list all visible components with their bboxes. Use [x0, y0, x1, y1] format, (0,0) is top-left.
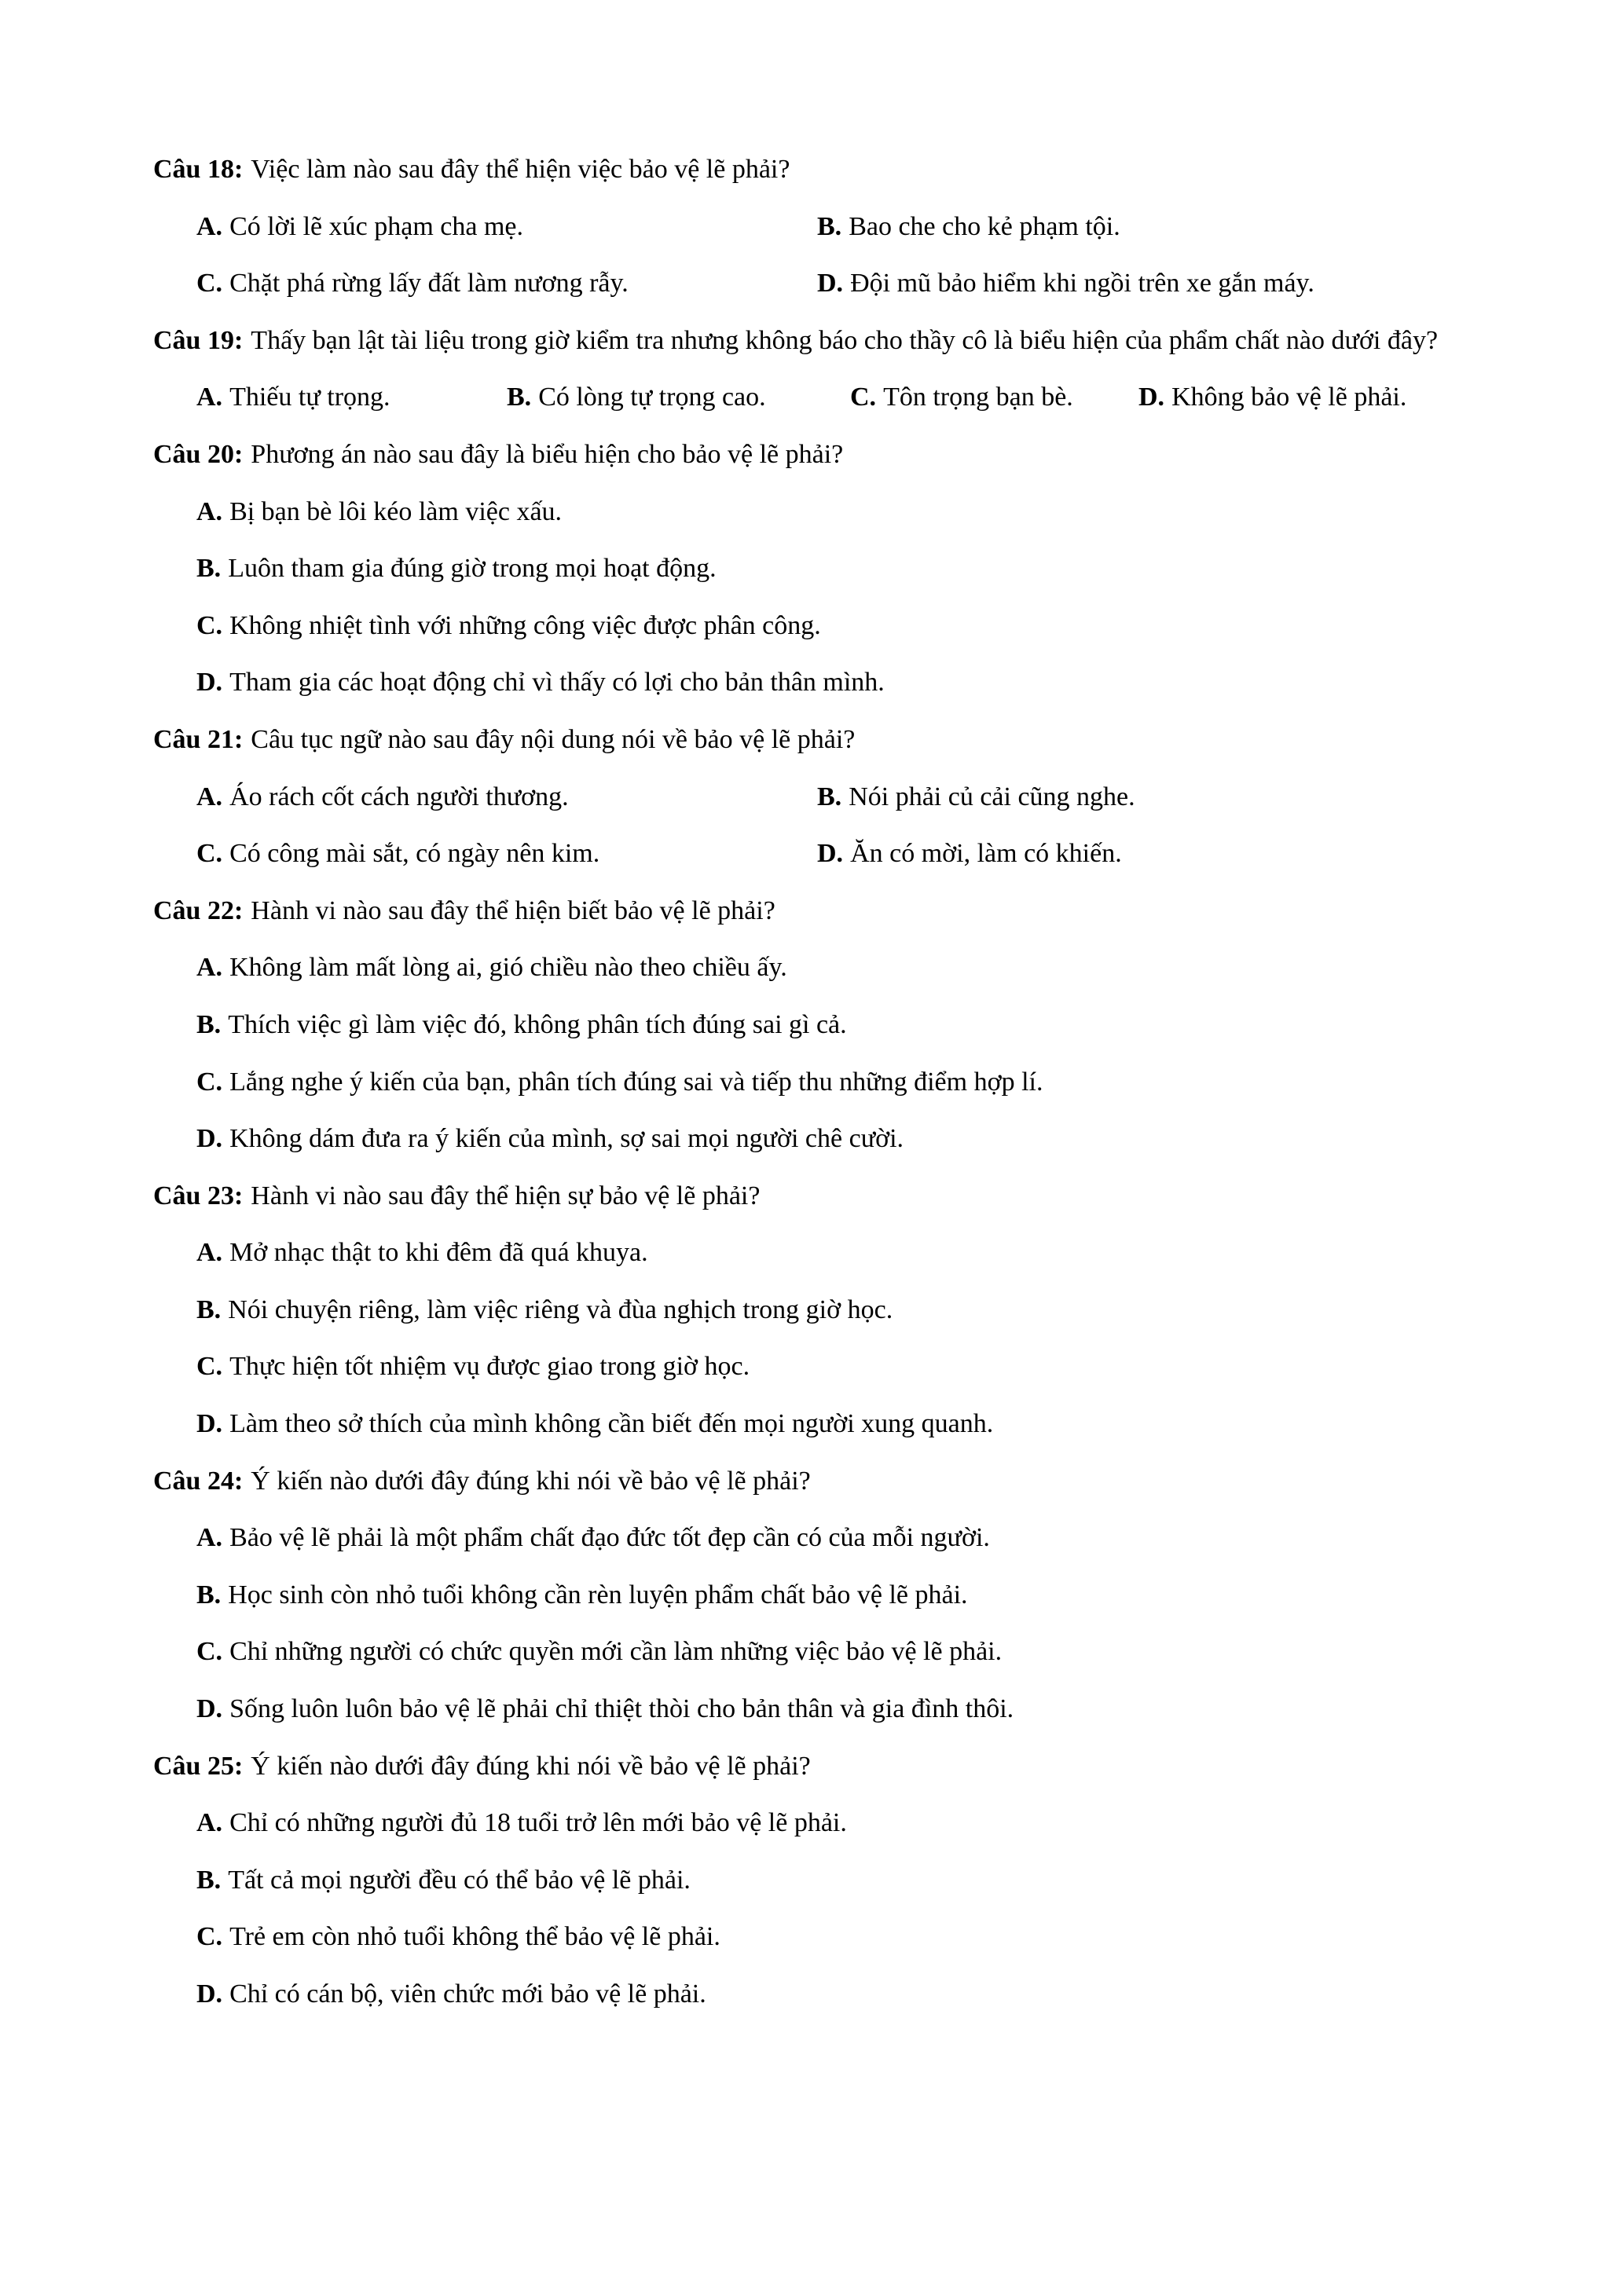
question-24-option-c — [153, 1624, 1483, 1681]
question-25 — [153, 1738, 1483, 2023]
question-19-stem: Thấy bạn lật tài liệu trong giờ kiểm tra nhưng không báo cho thầy cô là biểu hiện của phẩm chất nào dưới đây? — [251, 325, 1439, 355]
question-20 — [153, 427, 1483, 712]
question-18-option-a — [153, 199, 817, 256]
question-21-stem: Câu tục ngữ nào sau đây nội dung nói về bảo vệ lẽ phải? — [251, 724, 856, 754]
option-letter: D. — [1138, 383, 1165, 412]
option-letter: D. — [196, 1409, 223, 1439]
option-text: Lắng nghe ý kiến của bạn, phân tích đúng sai và tiếp thu những điểm hợp lí. — [229, 1067, 1043, 1097]
question-18 — [153, 141, 1483, 313]
question-21-text — [153, 712, 1483, 769]
option-letter: B. — [817, 782, 842, 811]
question-18-stem: Việc làm nào sau đây thể hiện việc bảo vệ lẽ phải? — [251, 155, 790, 184]
question-18-option-b — [817, 199, 1483, 256]
option-letter: D. — [817, 839, 844, 869]
question-21-options — [153, 769, 1483, 883]
question-23-option-a — [153, 1225, 1483, 1282]
question-22 — [153, 883, 1483, 1168]
question-21-number: Câu 21: — [153, 724, 244, 754]
question-23-text — [153, 1168, 1483, 1225]
option-letter: A. — [196, 953, 223, 983]
option-letter: A. — [196, 1523, 223, 1553]
option-letter: A. — [196, 1238, 223, 1268]
option-text: Thích việc gì làm việc đó, không phân tích đúng sai gì cả. — [228, 1009, 847, 1039]
question-24-number: Câu 24: — [153, 1466, 244, 1496]
question-18-text — [153, 141, 1483, 199]
question-21 — [153, 712, 1483, 883]
option-text: Không nhiệt tình với những công việc được phân công. — [229, 610, 821, 640]
option-text: Nói chuyện riêng, làm việc riêng và đùa nghịch trong giờ học. — [228, 1294, 893, 1324]
question-19-number: Câu 19: — [153, 325, 244, 355]
option-letter: B. — [507, 383, 532, 412]
option-text: Có lòng tự trọng cao. — [538, 383, 766, 412]
option-text: Có công mài sắt, có ngày nên kim. — [229, 839, 600, 869]
option-letter: C. — [196, 610, 223, 640]
option-text: Học sinh còn nhỏ tuổi không cần rèn luyện phẩm chất bảo vệ lẽ phải. — [228, 1580, 968, 1609]
question-21-option-b — [817, 769, 1483, 826]
question-25-option-c — [153, 1909, 1483, 1966]
option-text: Không làm mất lòng ai, gió chiều nào theo chiều ấy. — [229, 953, 787, 983]
question-23-option-b — [153, 1282, 1483, 1339]
question-25-text — [153, 1738, 1483, 1796]
question-22-number: Câu 22: — [153, 895, 244, 925]
option-text: Thực hiện tốt nhiệm vụ được giao trong giờ học. — [229, 1352, 750, 1382]
option-letter: D. — [817, 269, 844, 298]
question-19-option-d — [1138, 369, 1483, 427]
option-letter: A. — [196, 211, 223, 241]
option-text: Đội mũ bảo hiểm khi ngồi trên xe gắn máy. — [850, 269, 1314, 298]
question-18-options — [153, 199, 1483, 313]
option-letter: D. — [196, 1979, 223, 2009]
option-text: Mở nhạc thật to khi đêm đã quá khuya. — [229, 1238, 648, 1268]
option-letter: A. — [196, 782, 223, 811]
option-text: Không dám đưa ra ý kiến của mình, sợ sai mọi người chê cười. — [229, 1124, 904, 1154]
option-letter: A. — [196, 1808, 223, 1838]
option-text: Không bảo vệ lẽ phải. — [1171, 383, 1407, 412]
question-18-number: Câu 18: — [153, 155, 244, 184]
option-text: Làm theo sở thích của mình không cần biết đến mọi người xung quanh. — [229, 1409, 994, 1439]
option-text: Luôn tham gia đúng giờ trong mọi hoạt động. — [228, 554, 717, 584]
option-letter: C. — [196, 1637, 223, 1667]
option-text: Ăn có mời, làm có khiến. — [850, 839, 1122, 869]
question-24-option-a — [153, 1510, 1483, 1567]
option-letter: B. — [196, 1580, 222, 1609]
option-text: Sống luôn luôn bảo vệ lẽ phải chỉ thiệt thòi cho bản thân và gia đình thôi. — [229, 1694, 1014, 1724]
question-25-option-d — [153, 1966, 1483, 2023]
option-letter: B. — [196, 1009, 222, 1039]
question-22-text — [153, 883, 1483, 940]
option-text: Áo rách cốt cách người thương. — [229, 782, 569, 811]
option-text: Chỉ có cán bộ, viên chức mới bảo vệ lẽ phải. — [229, 1979, 706, 2009]
option-text: Bảo vệ lẽ phải là một phẩm chất đạo đức tốt đẹp cần có của mỗi người. — [229, 1523, 990, 1553]
option-letter: C. — [850, 383, 877, 412]
option-letter: C. — [196, 1352, 223, 1382]
option-letter: B. — [196, 1865, 222, 1895]
question-19-option-b — [507, 369, 850, 427]
option-letter: A. — [196, 383, 223, 412]
option-letter: D. — [196, 668, 223, 698]
option-text: Bị bạn bè lôi kéo làm việc xấu. — [229, 496, 563, 526]
question-25-stem: Ý kiến nào dưới đây đúng khi nói về bảo vệ lẽ phải? — [251, 1751, 811, 1781]
option-text: Nói phải củ cải cũng nghe. — [849, 782, 1135, 811]
option-text: Thiếu tự trọng. — [229, 383, 390, 412]
option-letter: D. — [196, 1694, 223, 1724]
option-text: Có lời lẽ xúc phạm cha mẹ. — [229, 211, 523, 241]
question-23-stem: Hành vi nào sau đây thể hiện sự bảo vệ lẽ phải? — [251, 1181, 761, 1210]
question-22-option-c — [153, 1054, 1483, 1111]
option-letter: A. — [196, 496, 223, 526]
document-content — [153, 141, 1483, 2023]
question-18-option-c — [153, 255, 817, 313]
question-24-option-d — [153, 1681, 1483, 1738]
option-text: Bao che cho kẻ phạm tội. — [849, 211, 1120, 241]
question-20-option-b — [153, 540, 1483, 598]
question-19-option-c — [850, 369, 1138, 427]
question-24-stem: Ý kiến nào dưới đây đúng khi nói về bảo vệ lẽ phải? — [251, 1466, 811, 1496]
option-letter: C. — [196, 1067, 223, 1097]
option-letter: B. — [817, 211, 842, 241]
question-18-option-d — [817, 255, 1483, 313]
option-text: Tôn trọng bạn bè. — [883, 383, 1073, 412]
question-20-option-c — [153, 598, 1483, 655]
question-20-text — [153, 427, 1483, 484]
question-19 — [153, 313, 1483, 427]
question-19-option-a — [153, 369, 507, 427]
question-20-option-d — [153, 654, 1483, 712]
option-text: Tất cả mọi người đều có thể bảo vệ lẽ phải. — [228, 1865, 691, 1895]
question-19-text — [153, 313, 1483, 370]
option-letter: D. — [196, 1124, 223, 1154]
question-20-option-a — [153, 484, 1483, 541]
question-25-option-a — [153, 1795, 1483, 1852]
option-text: Trẻ em còn nhỏ tuổi không thể bảo vệ lẽ phải. — [229, 1922, 720, 1952]
question-22-option-a — [153, 939, 1483, 997]
question-25-number: Câu 25: — [153, 1751, 244, 1781]
option-text: Chỉ có những người đủ 18 tuổi trở lên mới bảo vệ lẽ phải. — [229, 1808, 847, 1838]
question-23 — [153, 1168, 1483, 1453]
option-letter: C. — [196, 1922, 223, 1952]
question-22-option-d — [153, 1111, 1483, 1168]
question-24-text — [153, 1453, 1483, 1511]
question-20-number: Câu 20: — [153, 439, 244, 469]
option-letter: B. — [196, 554, 222, 584]
option-text: Chặt phá rừng lấy đất làm nương rẫy. — [229, 269, 629, 298]
question-23-number: Câu 23: — [153, 1181, 244, 1210]
question-25-option-b — [153, 1852, 1483, 1910]
question-22-option-b — [153, 997, 1483, 1054]
question-21-option-d — [817, 826, 1483, 883]
option-text: Chỉ những người có chức quyền mới cần làm những việc bảo vệ lẽ phải. — [229, 1637, 1003, 1667]
question-21-option-a — [153, 769, 817, 826]
question-21-option-c — [153, 826, 817, 883]
option-letter: C. — [196, 839, 223, 869]
option-text: Tham gia các hoạt động chỉ vì thấy có lợi cho bản thân mình. — [229, 668, 885, 698]
question-22-stem: Hành vi nào sau đây thể hiện biết bảo vệ lẽ phải? — [251, 895, 775, 925]
option-letter: C. — [196, 269, 223, 298]
question-23-option-d — [153, 1396, 1483, 1453]
option-letter: B. — [196, 1294, 222, 1324]
question-24-option-b — [153, 1567, 1483, 1624]
question-19-options — [153, 369, 1483, 427]
question-23-option-c — [153, 1338, 1483, 1396]
question-24 — [153, 1453, 1483, 1738]
question-20-stem: Phương án nào sau đây là biểu hiện cho bảo vệ lẽ phải? — [251, 439, 844, 469]
